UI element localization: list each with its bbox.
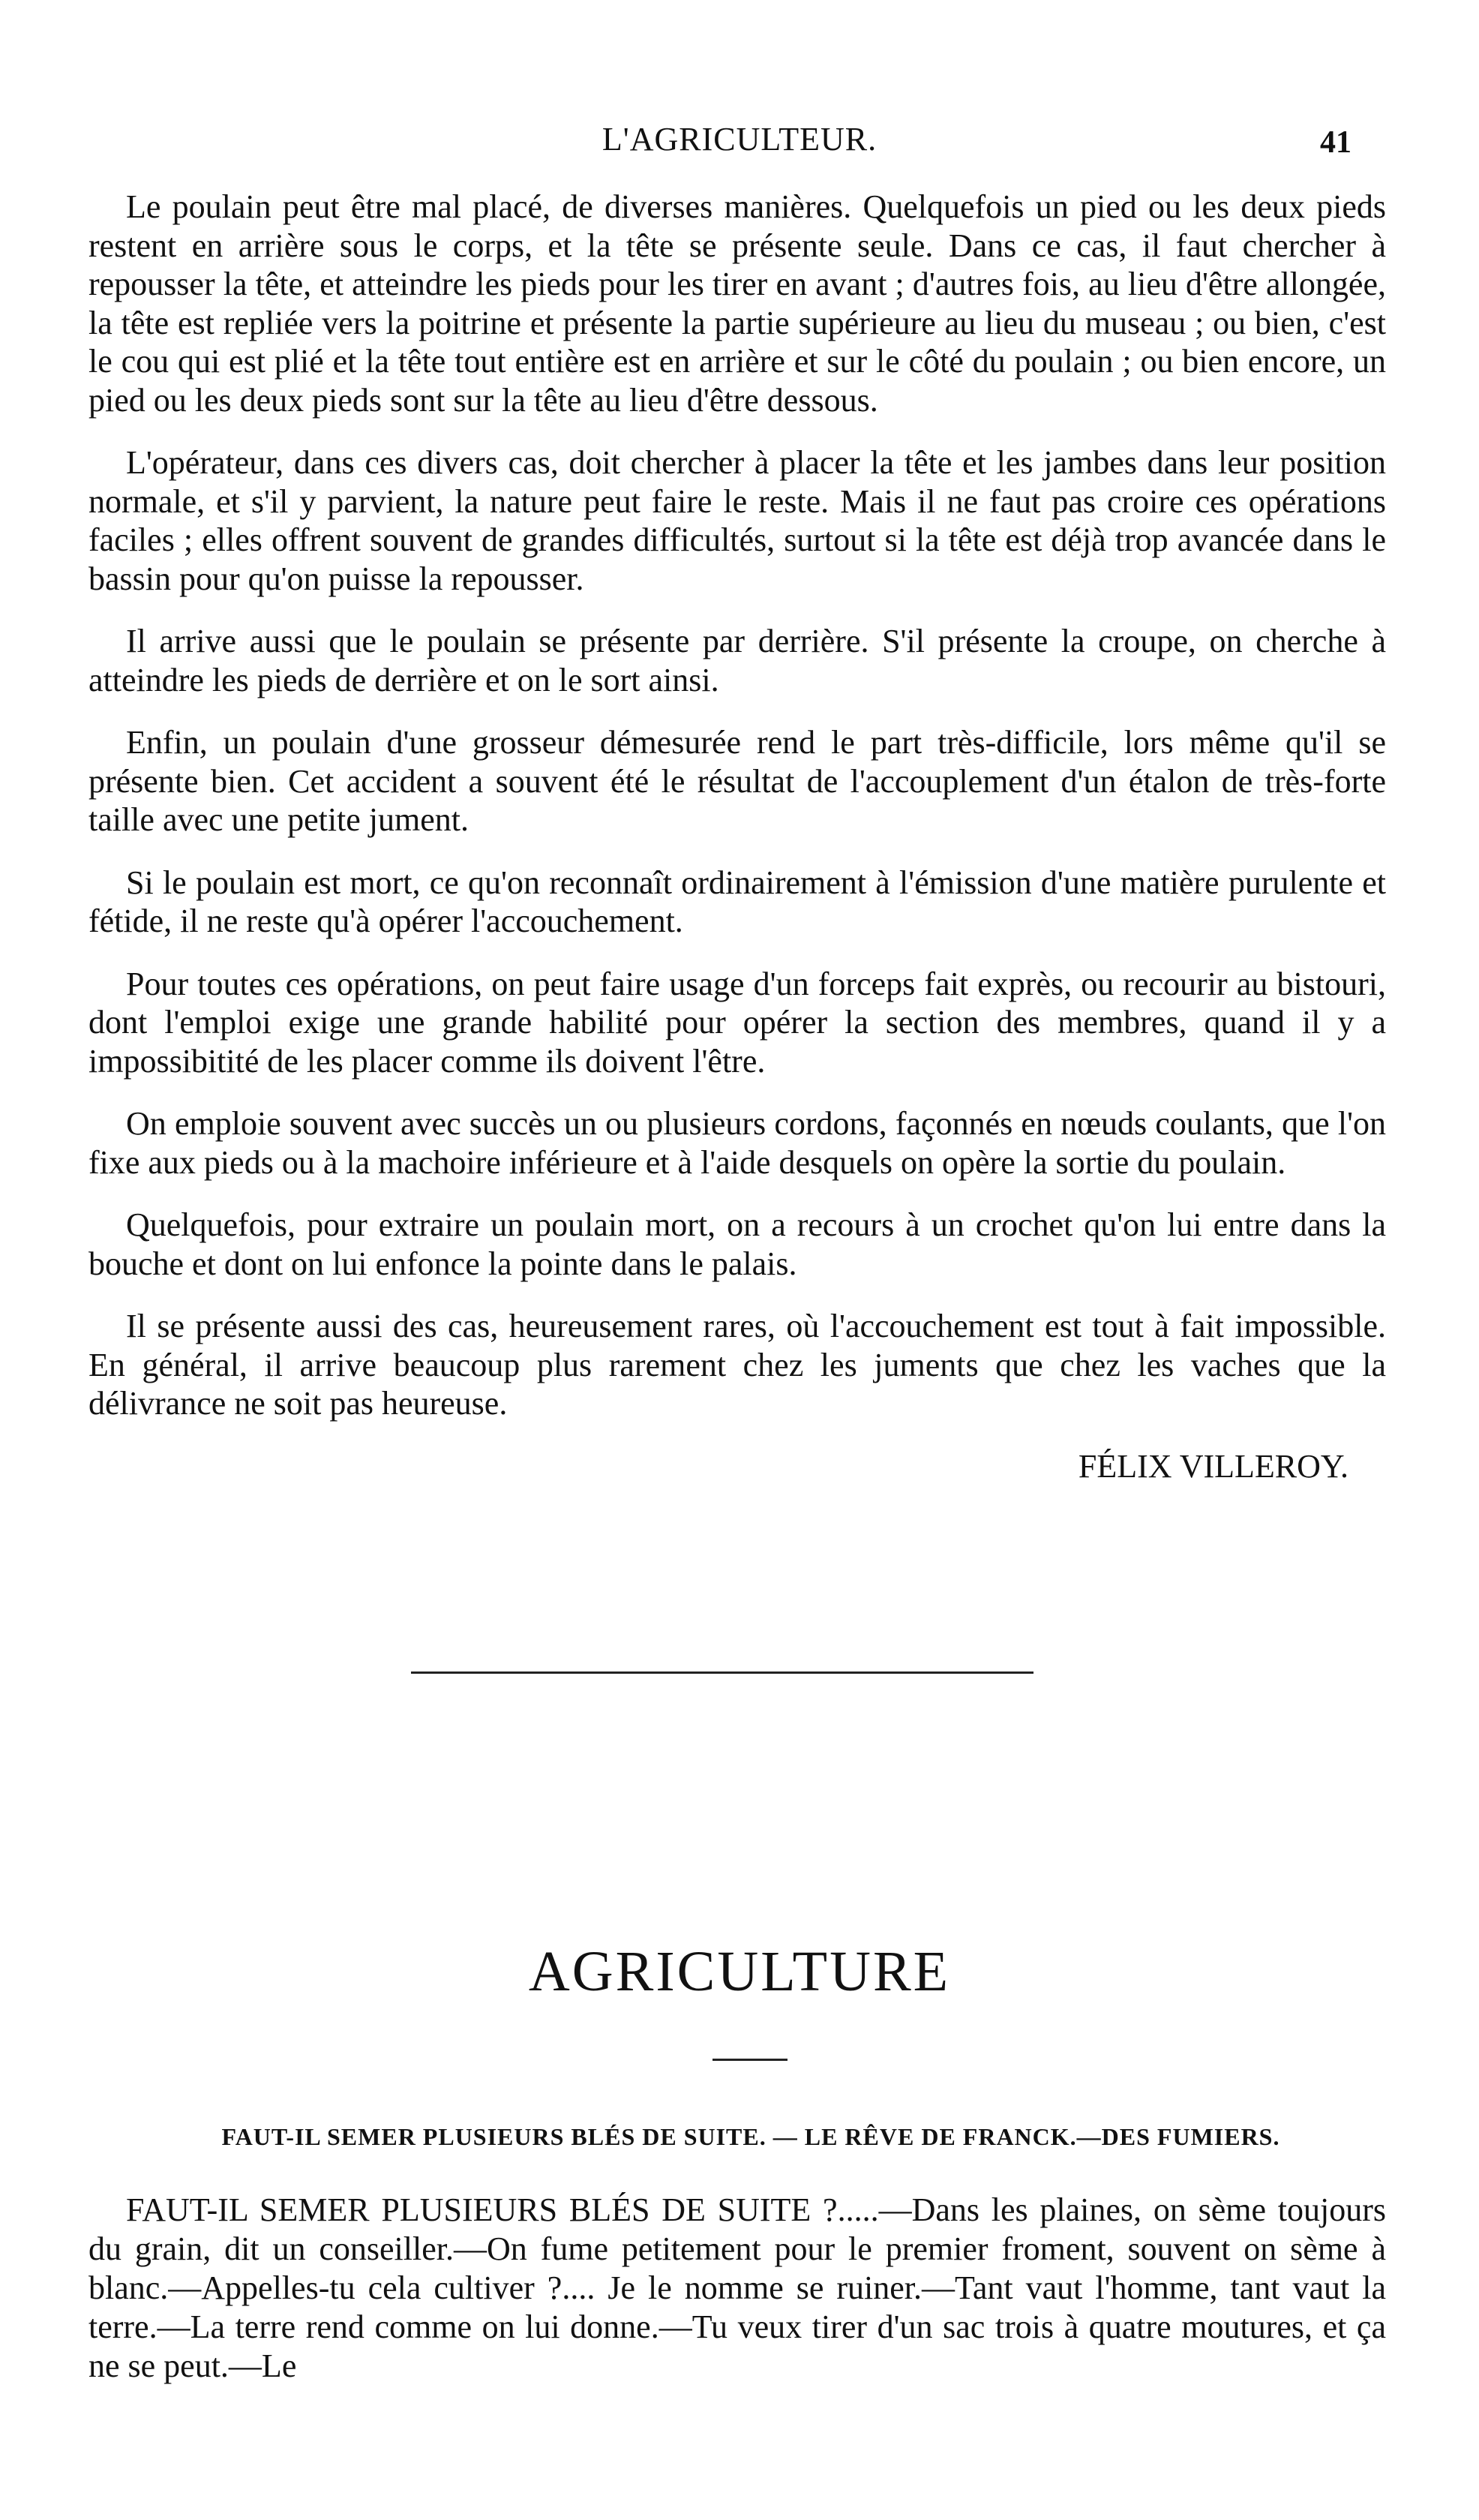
running-header <box>82 120 1396 173</box>
page-number: 41 <box>1320 125 1352 160</box>
section-title: AGRICULTURE <box>528 1940 951 2003</box>
paragraph: On emploie souvent avec succès un ou plusieurs cordons, façonnés en nœuds coulants, que l'on fixe aux pieds ou à la machoire inférieure et à l'aide desquels on opère la sortie du poulain. <box>88 1105 1386 1181</box>
section-opening-paragraph: FAUT-IL SEMER PLUSIEURS BLÉS DE SUITE ?.....—Dans les plaines, on sème toujours du grain, dit un conseiller.—On fume petitement pour le premier froment, souvent on sème à blanc.—Appelles-tu cela cultiver ?.... Je le nomme se ruiner.—Tant vaut l'homme, tant vaut la terre.—La terre rend comme on lui donne.—Tu veux tirer d'un sac trois à quatre moutures, et ça ne se peut.—Le <box>88 2191 1386 2384</box>
paragraph: Pour toutes ces opérations, on peut faire usage d'un forceps fait exprès, ou recourir au bistouri, dont l'emploi exige une grande habilité pour opérer la section des membres, quand il y a impossibitité de les placer comme ils doivent l'être. <box>88 965 1386 1080</box>
section-heading-wrap <box>0 1939 1479 2005</box>
title-rule <box>712 2059 788 2061</box>
paragraph: Enfin, un poulain d'une grosseur démesurée rend le part très-difficile, lors même qu'il se présente bien. Cet accident a souvent été le résultat de l'accouplement d'un étalon de très-forte taille avec une petite jument. <box>88 724 1386 838</box>
paragraph: Il arrive aussi que le poulain se présente par derrière. S'il présente la croupe, on cherche à atteindre les pieds de derrière et on le sort ainsi. <box>88 623 1386 698</box>
paragraph: Il se présente aussi des cas, heureusement rares, où l'accouchement est tout à fait impossible. En général, il arrive beaucoup plus rarement chez les juments que chez les vaches que la délivrance ne soit pas heureuse. <box>88 1308 1386 1422</box>
paragraph: L'opérateur, dans ces divers cas, doit chercher à placer la tête et les jambes dans leur position normale, et s'il y parvient, la nature peut faire le reste. Mais il ne faut pas croire ces opérations faciles ; elles offrent souvent de grandes difficultés, surtout si la tête est déjà trop avancée dans le bassin pour qu'on puisse la repousser. <box>88 444 1386 597</box>
paragraph: Le poulain peut être mal placé, de diverses manières. Quelquefois un pied ou les deux pieds restent en arrière sous le corps, et la tête se présente seule. Dans ce cas, il faut chercher à repousser la tête, et atteindre les pieds pour les tirer en avant ; d'autres fois, au lieu d'être allongée, la tête est repliée vers la poitrine et présente la partie supérieure au lieu du museau ; ou bien, c'est le cou qui est plié et la tête tout entière est en arrière et sur le côté du poulain ; ou bien encore, un pied ou les deux pieds sont sur la tête au lieu d'être dessous. <box>88 188 1386 419</box>
section-divider <box>411 1671 1034 1674</box>
paragraph: Si le poulain est mort, ce qu'on reconnaît ordinairement à l'émission d'une matière purulente et fétide, il ne reste qu'à opérer l'accouchement. <box>88 864 1386 939</box>
section-subheading: FAUT-IL SEMER PLUSIEURS BLÉS DE SUITE. — LE RÊVE DE FRANCK.—DES FUMIERS. <box>221 2123 1280 2150</box>
paragraph: Quelquefois, pour extraire un poulain mort, on a recours à un crochet qu'on lui entre dans la bouche et dont on lui enfonce la pointe dans le palais. <box>88 1206 1386 1282</box>
running-title: L'AGRICULTEUR. <box>602 121 878 158</box>
author-signature: FÉLIX VILLEROY. <box>1078 1447 1348 1485</box>
article-body <box>88 188 1386 1485</box>
